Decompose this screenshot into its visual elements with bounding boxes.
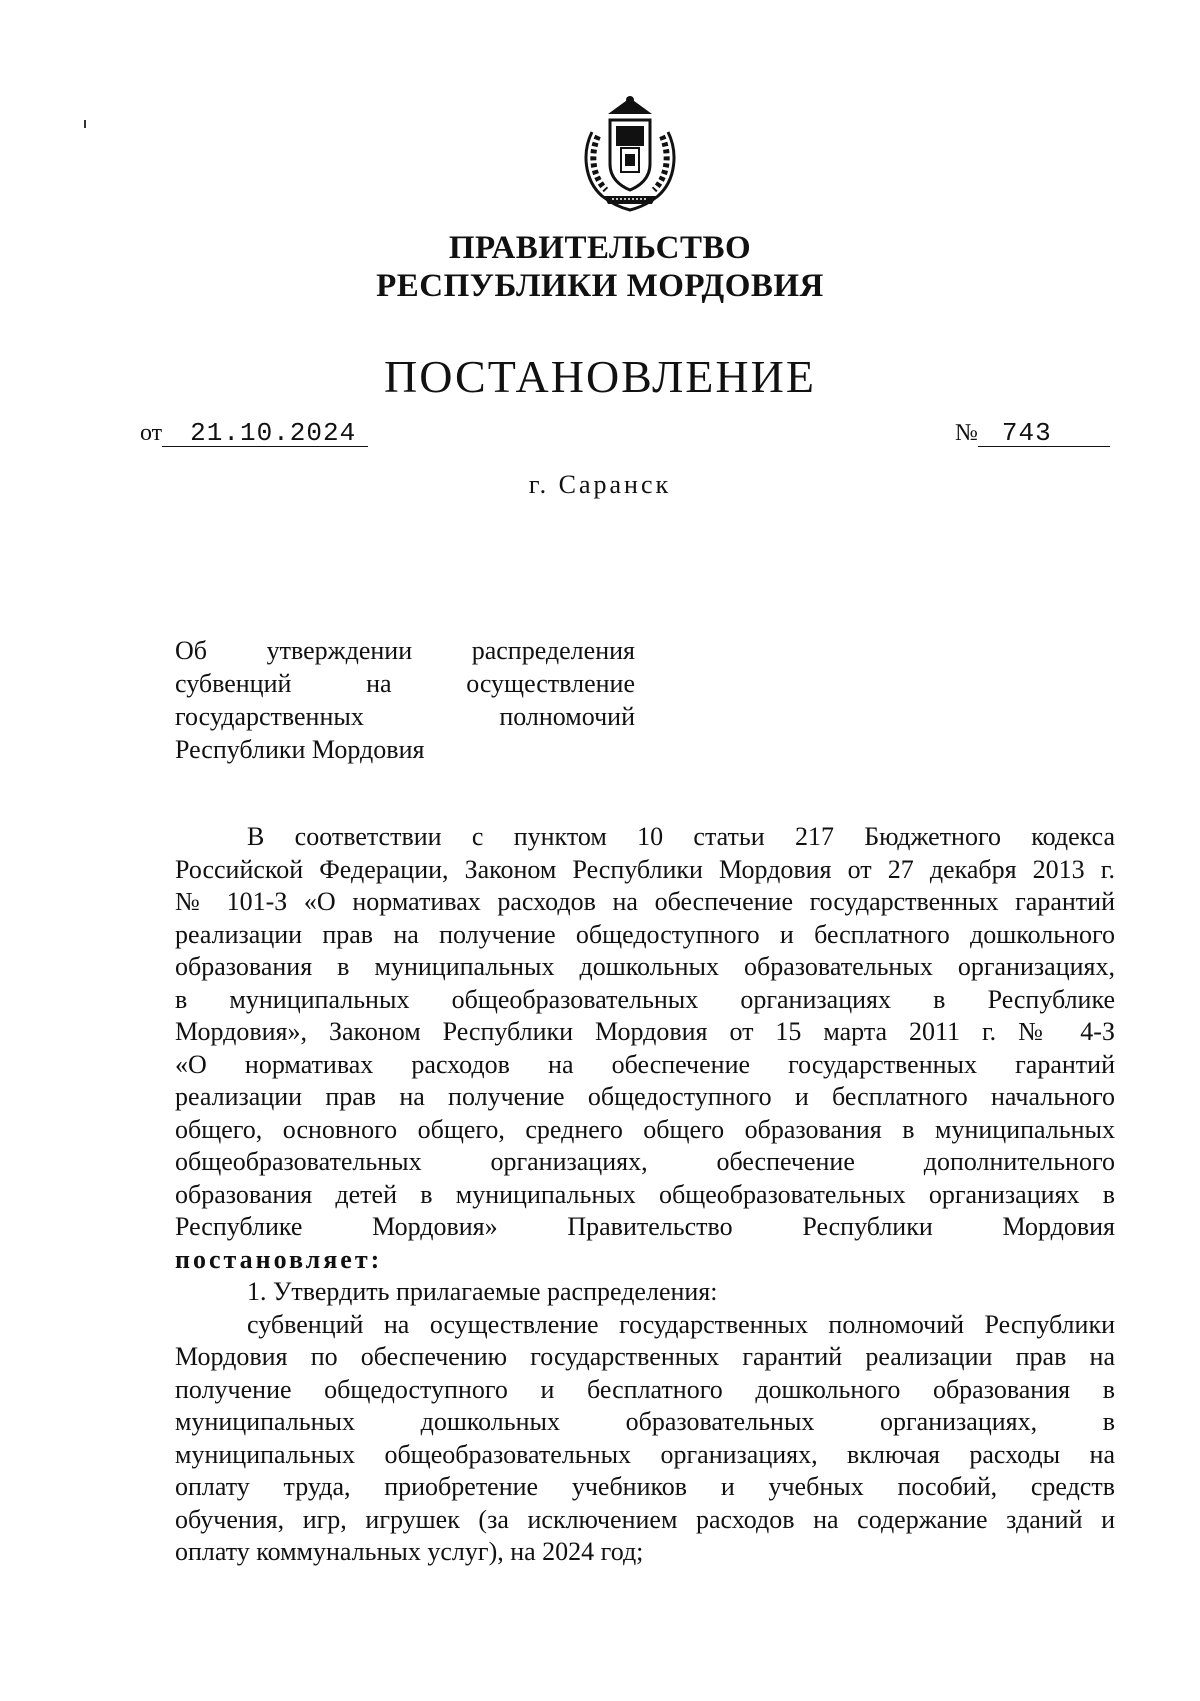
body-line: 1. Утвердить прилагаемые распределения:	[247, 1277, 718, 1306]
body-line: общего, основного общего, среднего общего образования в муниципальных	[175, 1114, 1115, 1144]
date-prefix: от	[140, 420, 163, 446]
body-line: в муниципальных общеобразовательных организациях в Республике	[175, 984, 1115, 1014]
body-text	[175, 821, 1115, 1569]
body-line: образования в муниципальных дошкольных образовательных организациях,	[175, 952, 1115, 981]
body-line: общеобразовательных организациях, обеспечение дополнительного	[175, 1147, 1115, 1176]
subject-line: государственных полномочий	[175, 702, 635, 731]
body-line: реализации прав на получение общедоступного и бесплатного дошкольного	[175, 919, 1115, 949]
body-line: № 101-З «О нормативах расходов на обеспечение государственных гарантий	[175, 887, 1115, 916]
body-line: муниципальных дошкольных образовательных организациях, в	[175, 1407, 1115, 1436]
subject-line: субвенций на осуществление	[175, 669, 635, 698]
body-line: муниципальных общеобразовательных организациях, включая расходы на	[175, 1439, 1115, 1469]
body-line: обучения, игр, игрушек (за исключением расходов на содержание зданий и	[175, 1504, 1115, 1534]
body-line: Республике Мордовия» Правительство Республики Мордовия	[175, 1212, 1115, 1241]
body-line: образования детей в муниципальных общеобразовательных организациях в	[175, 1179, 1115, 1209]
body-line: В соответствии с пунктом 10 статьи 217 Бюджетного кодекса	[247, 822, 1115, 851]
date-value: 21.10.2024	[162, 420, 368, 447]
date-field	[140, 420, 368, 447]
scan-mark	[84, 120, 86, 128]
body-line: оплату коммунальных услуг), на 2024 год;	[175, 1537, 644, 1566]
body-line: Мордовия», Законом Республики Мордовия от 15 марта 2011 г. № 4-З	[175, 1017, 1115, 1046]
body-line: Мордовия по обеспечению государственных гарантий реализации прав на	[175, 1342, 1115, 1371]
government-name-line1: ПРАВИТЕЛЬСТВО	[448, 230, 752, 266]
body-line: получение общедоступного и бесплатного дошкольного образования в	[175, 1374, 1115, 1404]
subject-block	[175, 634, 635, 766]
subject-line: Об утверждении распределения	[175, 636, 635, 665]
body-line: субвенций на осуществление государственных полномочий Республики	[247, 1309, 1115, 1339]
body-line: «О нормативах расходов на обеспечение государственных гарантий	[175, 1049, 1115, 1079]
city-line: г. Саранск	[528, 470, 672, 499]
number-value: 743	[978, 420, 1110, 447]
body-line-resolves: постановляет:	[175, 1244, 383, 1274]
number-prefix: №	[955, 420, 978, 446]
body-line: реализации прав на получение общедоступного и бесплатного начального	[175, 1082, 1115, 1111]
subject-line: Республики Мордовия	[175, 735, 425, 764]
body-line: Российской Федерации, Законом Республики Мордовия от 27 декабря 2013 г.	[175, 854, 1115, 884]
document-type-title: ПОСТАНОВЛЕНИЕ	[384, 351, 816, 402]
number-field	[955, 420, 1110, 447]
government-name-line2: РЕСПУБЛИКИ МОРДОВИЯ	[376, 268, 824, 304]
coat-of-arms-emblem	[578, 92, 682, 214]
body-line: оплату труда, приобретение учебников и учебных пособий, средств	[175, 1472, 1115, 1501]
